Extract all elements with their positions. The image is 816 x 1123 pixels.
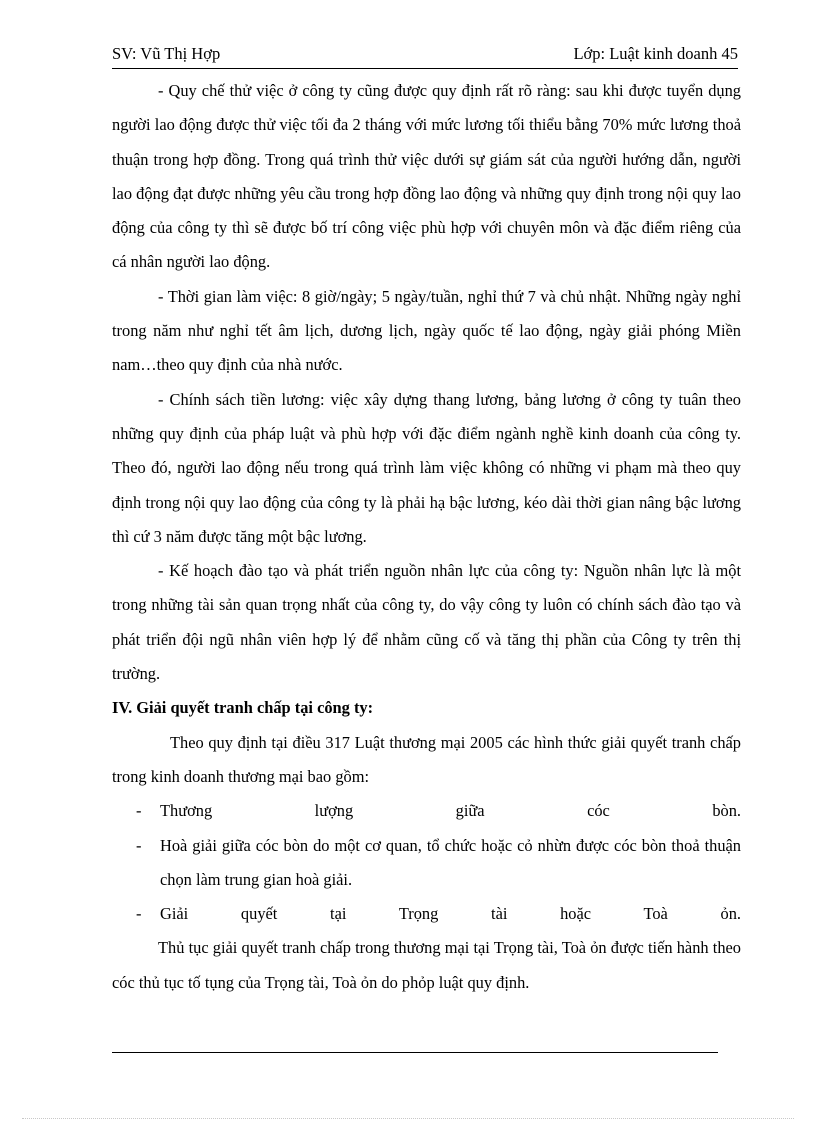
paragraph-salary-policy: - Chính sách tiền lương: việc xây dựng thang lương, bảng lương ở công ty tuân theo những quy định của pháp luật và phù hợp với đặc điểm ngành nghề kinh doanh của công ty. Theo đó, người lao động nếu trong quá trình làm việc không có những vi phạm mà theo quy định trong nội quy lao động của công ty là phải hạ bậc lương, kéo dài thời gian nâng bậc lương thì cứ 3 năm được tăng một bậc lương. <box>112 389 741 546</box>
bullet-dash: - <box>136 835 142 855</box>
footer-rule <box>112 1052 718 1053</box>
student-name: SV: Vũ Thị Hợp <box>112 44 221 63</box>
paragraph-intro: Theo quy định tại điều 317 Luật thương mại 2005 các hình thức giải quyết tranh chấp trong kinh doanh thương mại bao gồm: <box>112 732 741 786</box>
paragraph-training-plan: - Kế hoạch đào tạo và phát triển nguồn nhân lực của công ty: Nguồn nhân lực là một trong những tài sản quan trọng nhất của công ty, do vậy công ty luôn có chính sách đào tạo và phát triển đội ngũ nhân viên hợp lý để nhằm cũng cố và tăng thị phần của Công ty trên thị trường. <box>112 561 741 684</box>
bullet-text: Giải quyết tại Trọng tài hoặc Toà ỏn. <box>160 904 741 924</box>
paragraph-working-hours: - Thời gian làm việc: 8 giờ/ngày; 5 ngày/tuần, nghỉ thứ 7 và chủ nhật. Những ngày nghỉ trong năm như nghỉ tết âm lịch, dương lịch, ngày quốc tế lao động, ngày giải phóng Miền nam…theo quy định của nhà nước. <box>112 286 741 375</box>
document-body <box>112 74 741 1000</box>
class-name: Lớp: Luật kinh doanh 45 <box>573 44 738 63</box>
paragraph-closing: Thủ tục giải quyết tranh chấp trong thương mại tại Trọng tài, Toà ỏn được tiến hành theo cóc thủ tục tố tụng của Trọng tài, Toà ỏn do phỏp luật quy định. <box>112 938 741 992</box>
page-header <box>112 44 738 69</box>
paragraph-probation: - Quy chế thử việc ở công ty cũng được quy định rất rõ ràng: sau khi được tuyển dụng người lao động được thử việc tối đa 2 tháng với mức lương tối thiểu bằng 70% mức lương thoả thuận trong hợp đồng. Trong quá trình thử việc dưới sự giám sát của người hướng dẫn, người lao động đạt được những yêu cầu trong hợp đồng lao động và những quy định trong nội quy lao động của công ty thì sẽ được bố trí công việc phù hợp với chuyên môn và đặc điểm riêng của cá nhân người lao động. <box>112 81 741 272</box>
section-heading: IV. Giải quyết tranh chấp tại công ty: <box>112 698 374 718</box>
bullet-text: Thương lượng giữa cóc bòn. <box>160 801 741 821</box>
bullet-dash: - <box>136 801 142 821</box>
bullet-item <box>112 897 741 931</box>
page-edge-divider <box>22 1118 794 1119</box>
bullet-item <box>112 829 741 898</box>
bullet-dash: - <box>136 904 142 924</box>
bullet-item <box>112 794 741 828</box>
bullet-text: Hoà giải giữa cóc bòn do một cơ quan, tổ chức hoặc cỏ nhừn được cóc bòn thoả thuận chọn làm trung gian hoà giải. <box>160 835 741 889</box>
